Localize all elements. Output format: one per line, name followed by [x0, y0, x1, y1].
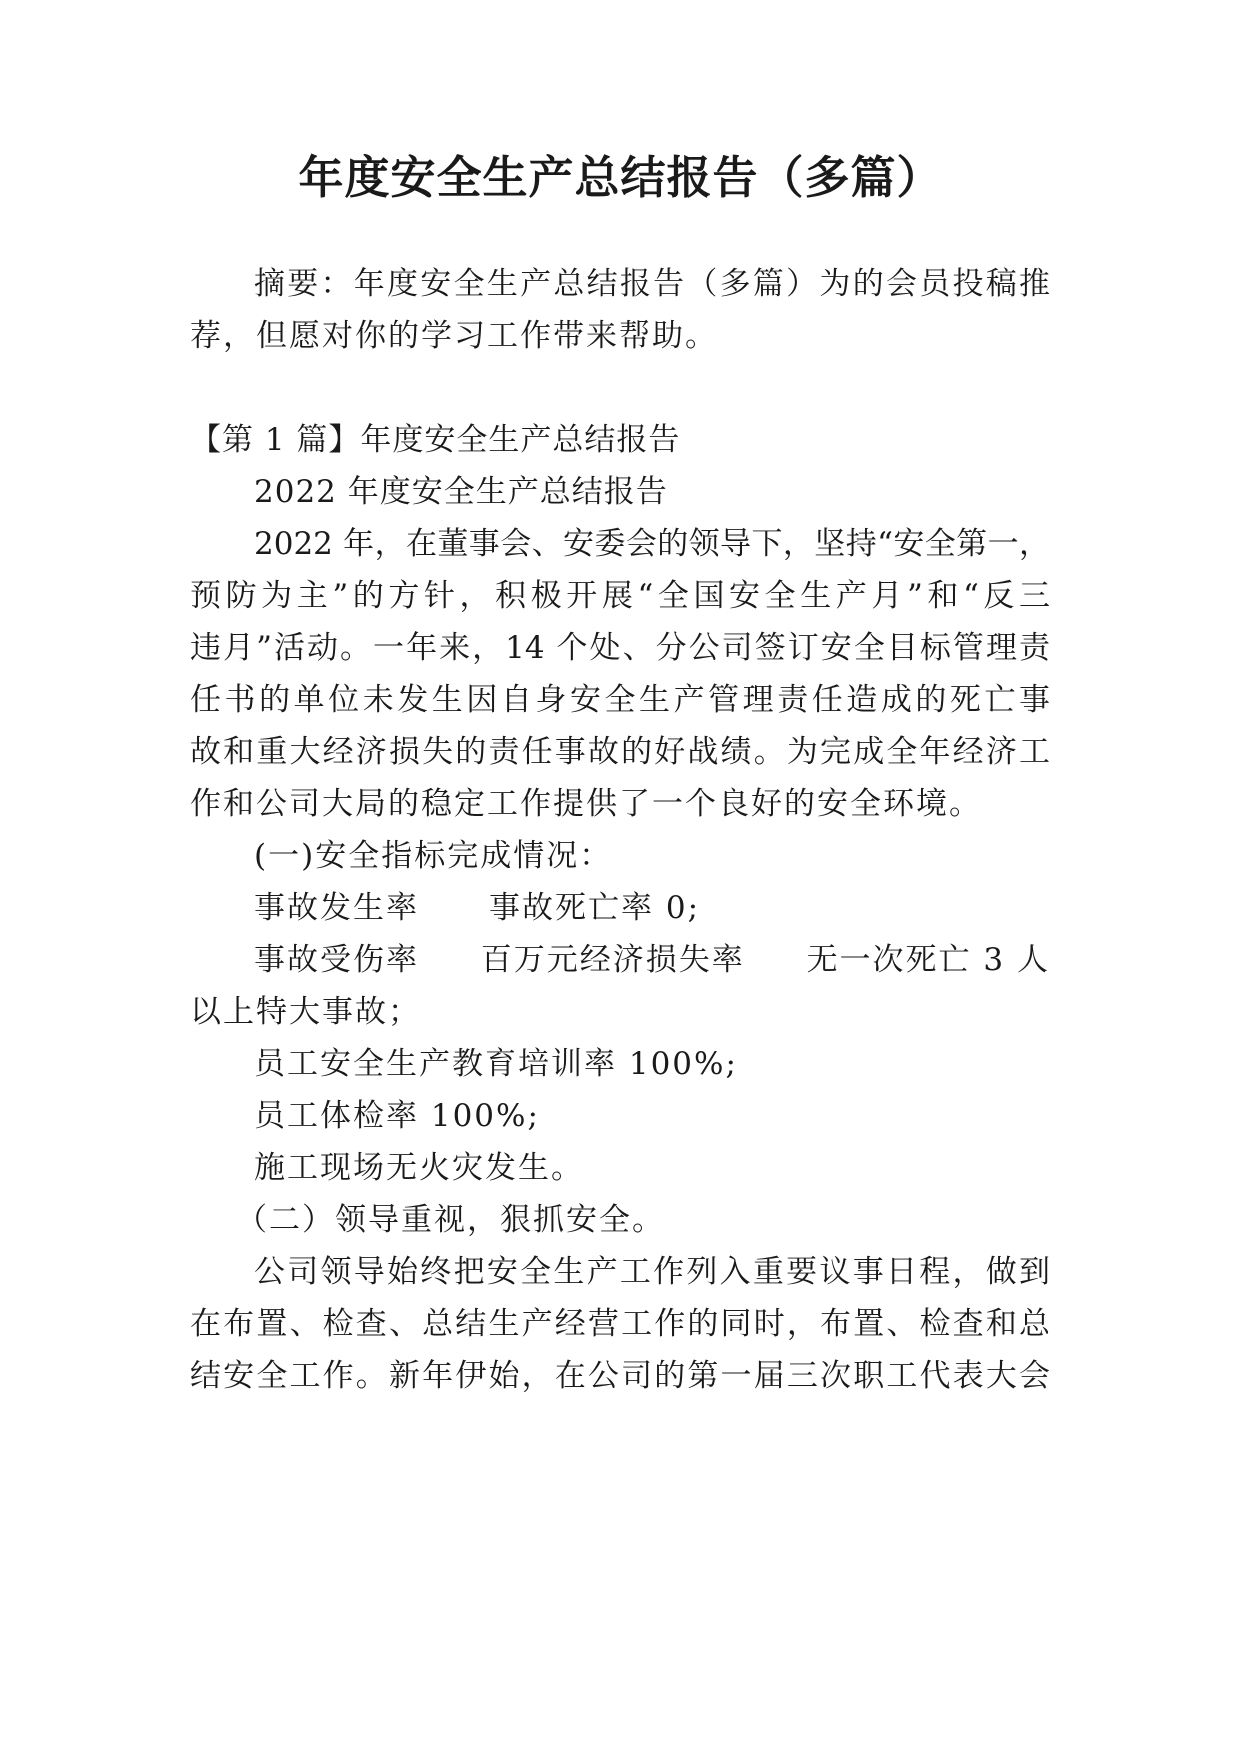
intro-line-3: 违月”活动。一年来，14 个处、分公司签订安全目标管理责	[190, 630, 1050, 666]
section-heading: 【第 1 篇】年度安全生产总结报告	[190, 422, 681, 458]
body2-line-1: 公司领导始终把安全生产工作列入重要议事日程，做到	[254, 1254, 1050, 1290]
intro-line-6: 作和公司大局的稳定工作提供了一个良好的安全环境。	[190, 786, 982, 822]
intro-line-2: 预防为主”的方针，积极开展“全国安全生产月”和“反三	[190, 578, 1050, 614]
intro-line-1: 2022 年，在董事会、安委会的领导下，坚持“安全第一，	[254, 526, 1050, 562]
report-subtitle: 2022 年度安全生产总结报告	[254, 474, 668, 510]
intro-line-5: 故和重大经济损失的责任事故的好战绩。为完成全年经济工	[190, 734, 1050, 770]
document-title: 年度安全生产总结报告（多篇）	[298, 151, 943, 204]
indicator-row-2	[254, 940, 1050, 980]
body2-line-3: 结安全工作。新年伊始，在公司的第一届三次职工代表大会	[190, 1358, 1050, 1394]
economic-loss-rate-label: 百万元经济损失率	[480, 942, 745, 978]
indicator-row-1	[254, 888, 700, 928]
fatality-rate-label: 事故死亡率 0;	[489, 890, 701, 926]
section-2-heading: （二）领导重视，狠抓安全。	[236, 1202, 665, 1238]
indicator-row-2-continued: 以上特大事故；	[190, 994, 421, 1030]
body2-line-2: 在布置、检查、总结生产经营工作的同时，布置、检查和总	[190, 1306, 1050, 1342]
abstract-line-1: 摘要：年度安全生产总结报告（多篇）为的会员投稿推	[254, 266, 1050, 302]
abstract-line-2: 荐，但愿对你的学习工作带来帮助。	[190, 318, 718, 354]
accident-rate-label: 事故发生率	[254, 890, 419, 926]
training-rate-line: 员工安全生产教育培训率 100%;	[254, 1046, 738, 1082]
section-1-heading: (一)安全指标完成情况：	[254, 838, 613, 874]
no-major-accident-label: 无一次死亡 3 人	[806, 942, 1050, 978]
intro-line-4: 任书的单位未发生因自身安全生产管理责任造成的死亡事	[190, 682, 1050, 718]
fire-line: 施工现场无火灾发生。	[254, 1150, 584, 1186]
injury-rate-label: 事故受伤率	[254, 942, 419, 978]
checkup-rate-line: 员工体检率 100%;	[254, 1098, 540, 1134]
